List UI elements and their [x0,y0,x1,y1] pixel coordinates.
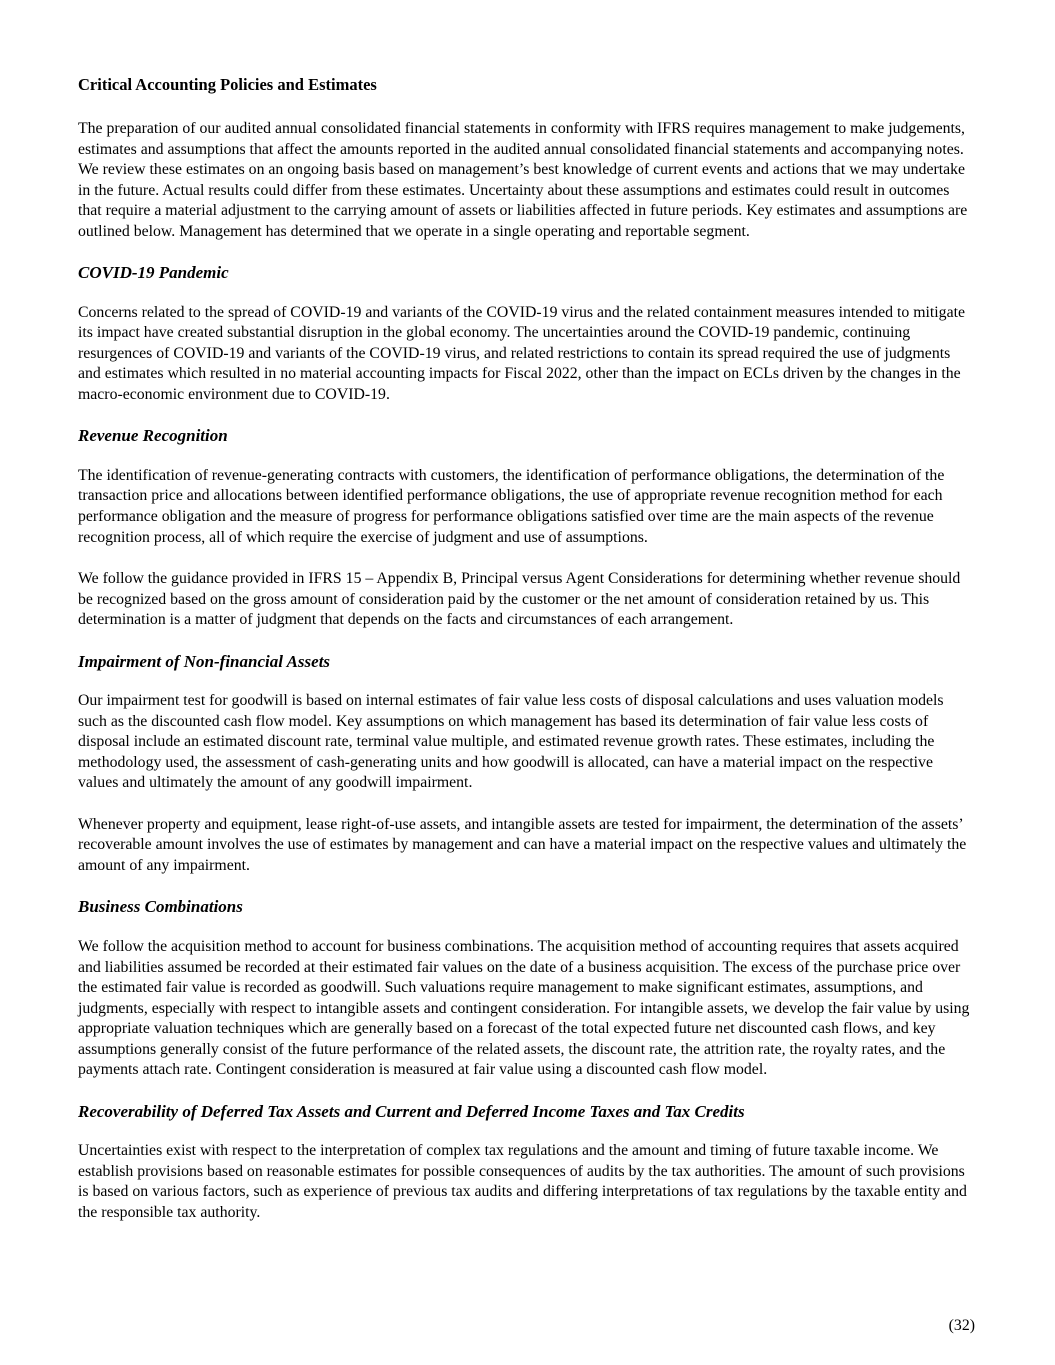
paragraph-revenue-recognition-1: The identification of revenue-generating contracts with customers, the identification of performance obligations, the determination of the transaction price and allocations between identified performance obligations, the use of appropriate revenue recognition method for each performance obligation and the measure of progress for performance obligations satisfied over time are the main aspects of the revenue recognition process, all of which require the exercise of judgment and use of assumptions. [78,466,945,546]
paragraph-covid-19-pandemic: Concerns related to the spread of COVID-19 and variants of the COVID-19 virus and the related containment measures intended to mitigate its impact have created substantial disruption in the global economy. The uncertainties around the COVID-19 pandemic, continuing resurgences of COVID-19 and variants of the COVID-19 virus, and related restrictions to contain its spread required the use of judgments and estimates which resulted in no material accounting impacts for Fiscal 2022, other than the impact on ECLs driven by the changes in the macro-economic environment due to COVID-19. [78,303,965,403]
paragraph-revenue-recognition-2: We follow the guidance provided in IFRS 15 – Appendix B, Principal versus Agent Considerations for determining whether revenue should be recognized based on the gross amount of consideration paid by the customer or the net amount of consideration retained by us. This determination is a matter of judgment that depends on the facts and circumstances of each arrangement. [78,570,961,629]
section-heading-business-combinations: Business Combinations [78,897,243,917]
section-heading-impairment-of-non-financial-assets: Impairment of Non-financial Assets [78,651,331,671]
section-heading-revenue-recognition: Revenue Recognition [78,426,228,446]
paragraph-impairment-2: Whenever property and equipment, lease right-of-use assets, and intangible assets are tested for impairment, the determination of the assets’ recoverable amount involves the use of estimates by management and can have a material impact on the respective values and ultimately the amount of any impairment. [78,815,967,874]
section-heading-covid-19-pandemic: COVID-19 Pandemic [78,263,229,283]
paragraph-impairment-1: Our impairment test for goodwill is based on internal estimates of fair value less costs of disposal calculations and uses valuation models such as the discounted cash flow model. Key assumptions on which management has based its determination of fair value less costs of disposal include an estimated discount rate, terminal value multiple, and estimated revenue growth rates. These estimates, including the methodology used, the assessment of cash-generating units and how goodwill is allocated, can have a material impact on the respective values and ultimately the amount of any goodwill impairment. [78,692,944,792]
intro-paragraph: The preparation of our audited annual consolidated financial statements in conformity with IFRS requires management to make judgements, estimates and assumptions that affect the amounts reported in the audited annual consolidated financial statements and accompanying notes. We review these estimates on an ongoing basis based on management’s best knowledge of current events and actions that we may undertake in the future. Actual results could differ from these estimates. Uncertainty about these assumptions and estimates could result in outcomes that require a material adjustment to the carrying amount of assets or liabilities affected in future periods. Key estimates and assumptions are outlined below. Management has determined that we operate in a single operating and reportable segment. [78,119,968,240]
page-number: (32) [948,1317,975,1334]
section-heading-recoverability-of-deferred-tax-assets: Recoverability of Deferred Tax Assets and Current and Deferred Income Taxes and Tax Credits [78,1101,745,1121]
paragraph-recoverability-of-deferred-tax-assets: Uncertainties exist with respect to the interpretation of complex tax regulations and the amount and timing of future taxable income. We establish provisions based on reasonable estimates for possible consequences of audits by the tax authorities. The amount of such provisions is based on various factors, such as experience of previous tax audits and differing interpretations of tax regulations by the taxable entity and the responsible tax authority. [78,1142,967,1221]
paragraph-business-combinations: We follow the acquisition method to account for business combinations. The acquisition method of accounting requires that assets acquired and liabilities assumed be recorded at their estimated fair values on the date of a business acquisition. The excess of the purchase price over the estimated fair value is recorded as goodwill. Such valuations require management to make significant estimates, assumptions, and judgments, especially with respect to intangible assets and contingent consideration. For intangible assets, we develop the fair value by using appropriate valuation techniques which are generally based on a forecast of the total expected future net discounted cash flows, and key assumptions generally consist of the future performance of the related assets, the discount rate, the attrition rate, the royalty rates, and the payments attach rate. Contingent consideration is measured at fair value using a discounted cash flow model. [78,937,970,1079]
document-title: Critical Accounting Policies and Estimates [78,75,377,94]
